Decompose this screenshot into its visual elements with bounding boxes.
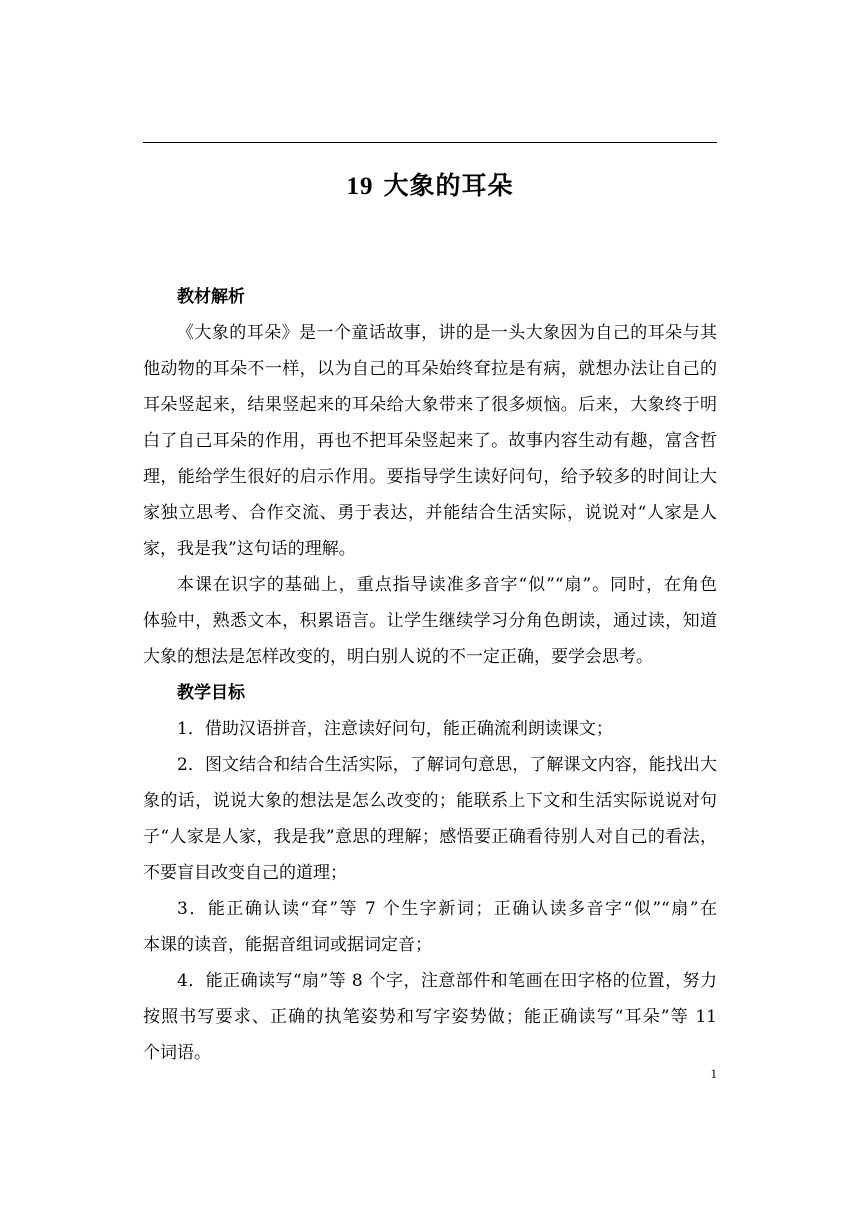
text-line: 体验中，熟悉文本，积累语言。让学生继续学习分角色朗读，通过读，知道 <box>143 611 717 631</box>
text-line: 耳朵竖起来，结果竖起来的耳朵给大象带来了很多烦恼。后来，大象终于明 <box>143 395 717 415</box>
text-line: 按照书写要求、正确的执笔姿势和写字姿势做；能正确读写“耳朵”等 11 <box>143 1007 717 1027</box>
text-line: 3．能正确认读“耷”等 7 个生字新词；正确认读多音字“似”“扇”在 <box>177 899 717 919</box>
analysis-paragraph-2 <box>143 567 717 675</box>
lesson-number: 19 <box>346 173 374 200</box>
text-line: 理，能给学生很好的启示作用。要指导学生读好问句，给予较多的时间让大 <box>143 467 717 487</box>
objective-item-3 <box>143 891 717 963</box>
text-line: 1．借助汉语拼音，注意读好问句，能正确流利朗读课文； <box>177 719 613 739</box>
text-line: 象的话，说说大象的想法是怎么改变的；能联系上下文和生活实际说说对句 <box>143 791 717 811</box>
text-line: 个词语。 <box>143 1043 211 1063</box>
objective-item-2 <box>143 747 717 891</box>
text-line: 不要盲目改变自己的道理； <box>143 863 347 883</box>
section-heading-analysis: 教材解析 <box>177 287 245 307</box>
page-number: 1 <box>710 1066 717 1081</box>
text-line: 本课在识字的基础上，重点指导读准多音字“似”“扇”。同时，在角色 <box>177 575 717 595</box>
section-heading-objectives: 教学目标 <box>177 683 245 703</box>
lesson-title-text: 大象的耳朵 <box>383 171 514 200</box>
text-line: 家，我是我”这句话的理解。 <box>143 539 356 559</box>
objective-item-4 <box>143 963 717 1071</box>
objective-item-1 <box>143 711 717 747</box>
text-line: 大象的想法是怎样改变的，明白别人说的不一定正确，要学会思考。 <box>143 647 653 667</box>
text-line: 家独立思考、合作交流、勇于表达，并能结合生活实际，说说对“人家是人 <box>143 503 717 523</box>
analysis-paragraph-1 <box>143 315 717 567</box>
lesson-title <box>143 166 717 202</box>
text-line: 本课的读音，能据音组词或据词定音； <box>143 935 432 955</box>
document-body <box>143 279 717 1071</box>
text-line: 白了自己耳朵的作用，再也不把耳朵竖起来了。故事内容生动有趣，富含哲 <box>143 431 717 451</box>
text-line: 他动物的耳朵不一样，以为自己的耳朵始终耷拉是有病，就想办法让自己的 <box>143 359 717 379</box>
header-rule <box>143 142 717 143</box>
text-line: 2．图文结合和结合生活实际，了解词句意思，了解课文内容，能找出大 <box>177 755 717 775</box>
text-line: 《大象的耳朵》是一个童话故事，讲的是一头大象因为自己的耳朵与其 <box>177 323 717 343</box>
text-line: 子“人家是人家，我是我”意思的理解；感悟要正确看待别人对自己的看法， <box>143 827 717 847</box>
text-line: 4．能正确读写“扇”等 8 个字，注意部件和笔画在田字格的位置，努力 <box>177 971 717 991</box>
